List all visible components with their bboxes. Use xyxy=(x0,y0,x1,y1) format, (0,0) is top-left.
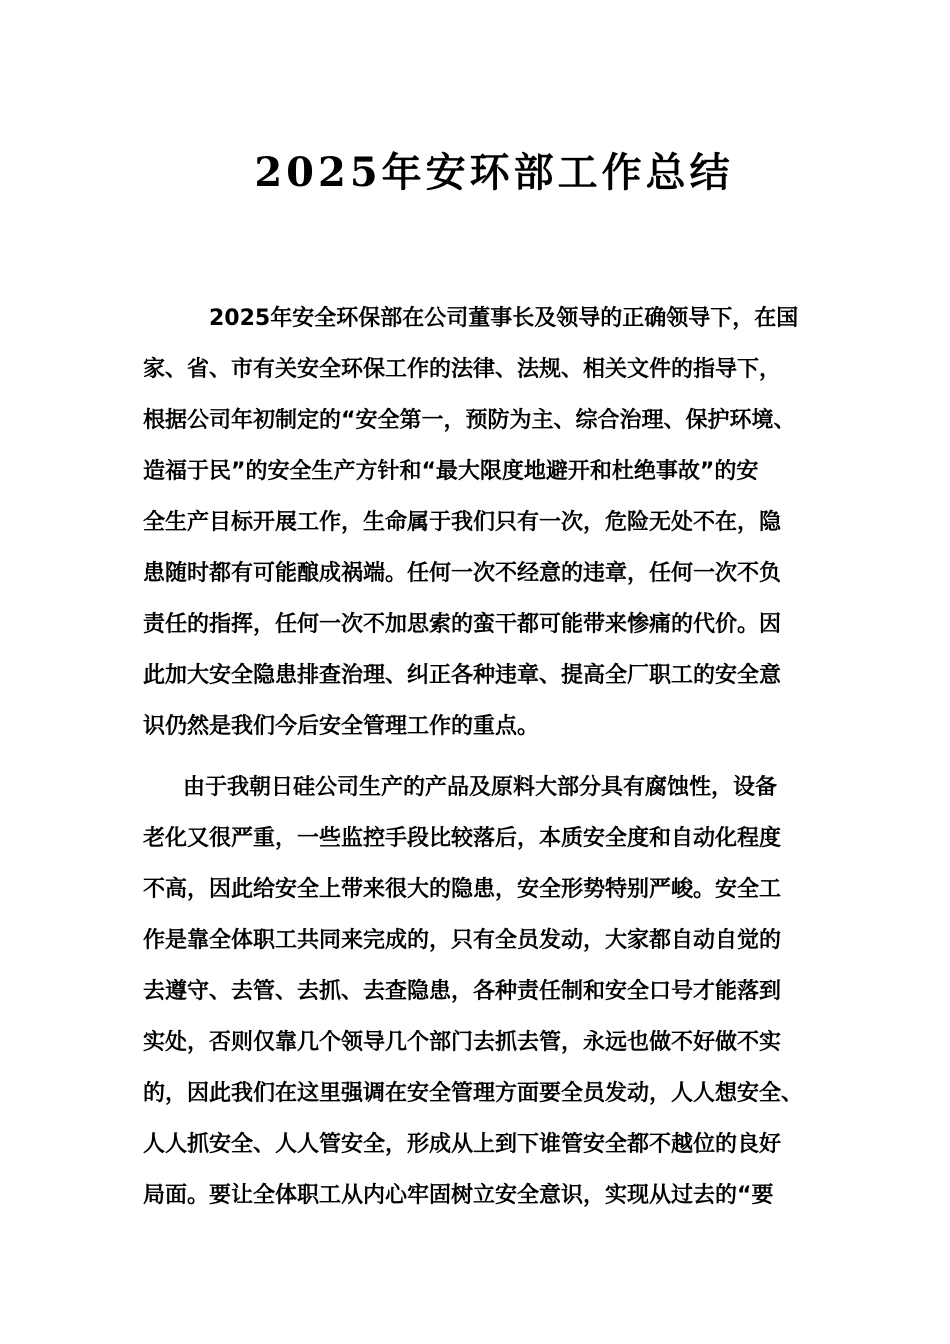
paragraph-line: 由于我朝日硅公司生产的产品及原料大部分具有腐蚀性，设备 xyxy=(183,775,778,800)
paragraph-line: 局面。要让全体职工从内心牢固树立安全意识，实现从过去的“要 xyxy=(143,1183,774,1208)
paragraph-line: 此加大安全隐患排查治理、纠正各种违章、提高全厂职工的安全意 xyxy=(143,663,782,688)
paragraph-line: 的，因此我们在这里强调在安全管理方面要全员发动，人人想安全、 xyxy=(143,1081,804,1106)
paragraph-line: 根据公司年初制定的“安全第一，预防为主、综合治理、保护环境、 xyxy=(143,408,796,433)
paragraph-line: 患随时都有可能酿成祸端。任何一次不经意的违章，任何一次不负 xyxy=(143,561,782,586)
paragraph-line: 全生产目标开展工作，生命属于我们只有一次，危险无处不在，隐 xyxy=(143,510,782,535)
paragraph-1 xyxy=(143,301,818,760)
paragraph-line: 不高，因此给安全上带来很大的隐患，安全形势特别严峻。安全工 xyxy=(143,877,782,902)
paragraph-line: 作是靠全体职工共同来完成的，只有全员发动，大家都自动自觉的 xyxy=(143,928,782,953)
paragraph-line: 去遵守、去管、去抓、去查隐患，各种责任制和安全口号才能落到 xyxy=(143,979,782,1004)
paragraph-line: 实处，否则仅靠几个领导几个部门去抓去管，永远也做不好做不实 xyxy=(143,1030,782,1055)
paragraph-line: 老化又很严重，一些监控手段比较落后，本质安全度和自动化程度 xyxy=(143,826,782,851)
paragraph-line: 造福于民”的安全生产方针和“最大限度地避开和杜绝事故”的安 xyxy=(143,459,759,484)
paragraph-2 xyxy=(143,770,818,1229)
paragraph-line: 责任的指挥，任何一次不加思索的蛮干都可能带来惨痛的代价。因 xyxy=(143,612,782,637)
paragraph-line: 家、省、市有关安全环保工作的法律、法规、相关文件的指导下， xyxy=(143,357,782,382)
paragraph-line: 识仍然是我们今后安全管理工作的重点。 xyxy=(143,714,540,739)
paragraph-line: 人人抓安全、人人管安全，形成从上到下谁管安全都不越位的良好 xyxy=(143,1132,782,1157)
paragraph-line: 2025年安全环保部在公司董事长及领导的正确领导下，在国 xyxy=(209,306,799,331)
document-title: 2025年安环部工作总结 xyxy=(254,149,734,196)
